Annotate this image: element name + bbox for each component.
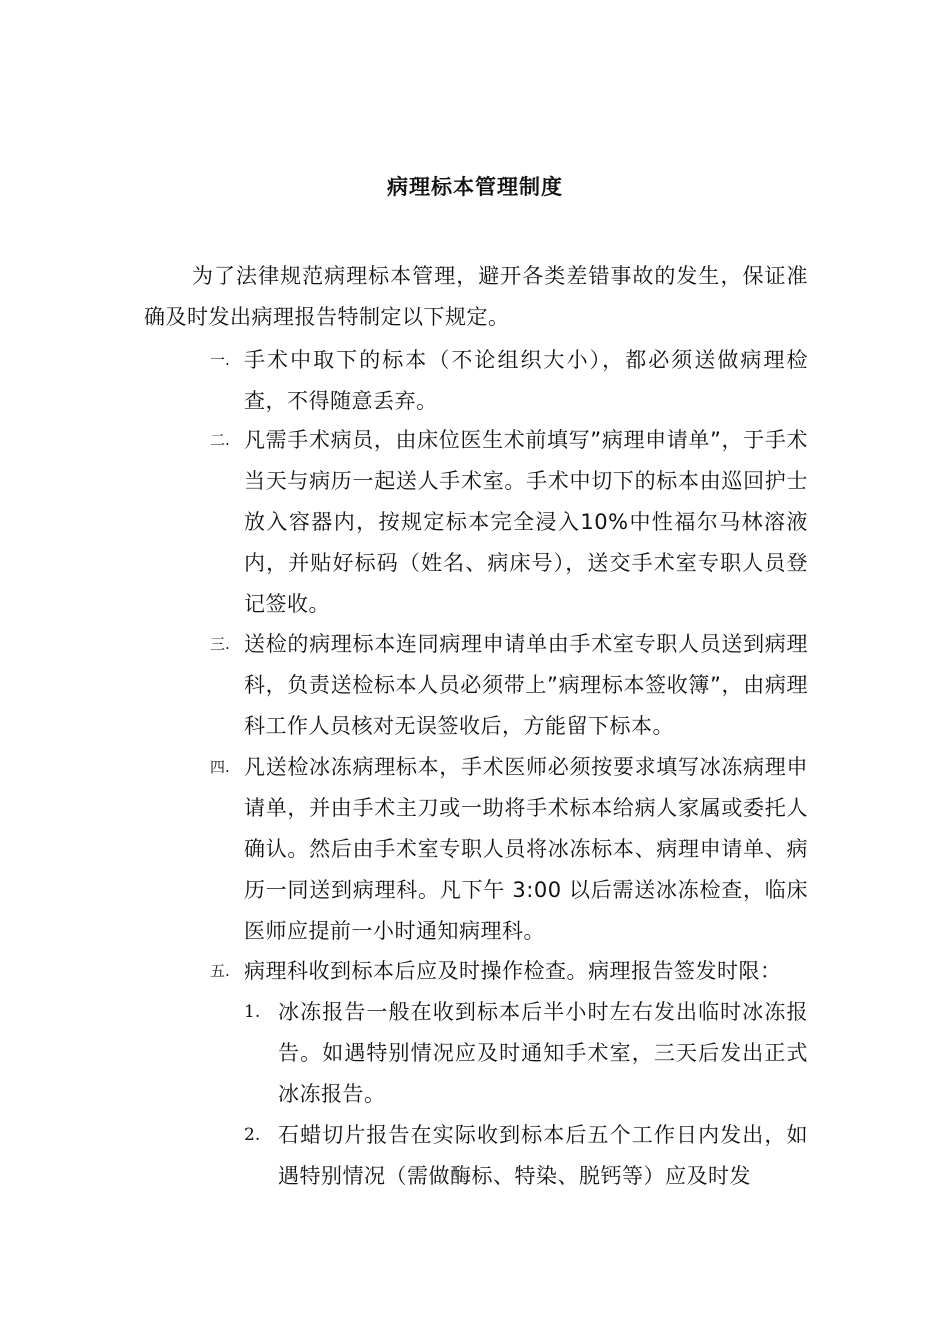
rule-item-5 <box>210 951 808 992</box>
document-title: 病理标本管理制度 <box>387 175 563 199</box>
sub-item-number: 1. <box>244 1002 261 1022</box>
rule-text: 送检的病理标本连同病理申请单由手术室专职人员送到病理科，负责送检标本人员必须带上”病理标本签收簿”，由病理科工作人员核对无误签收后，方能留下标本。 <box>244 632 808 738</box>
rule-item-1 <box>210 340 808 422</box>
rule-item-2 <box>210 420 808 625</box>
sub-item-text: 冰冻报告一般在收到标本后半小时左右发出临时冰冻报告。如遇特别情况应及时通知手术室，三天后发出正式冰冻报告。 <box>278 1000 808 1106</box>
sub-item-text: 石蜡切片报告在实际收到标本后五个工作日内发出，如遇特别情况（需做酶标、特染、脱钙等）应及时发 <box>278 1123 808 1188</box>
rule-text: 病理科收到标本后应及时操作检查。病理报告签发时限： <box>244 959 782 983</box>
rule-item-3 <box>210 624 808 747</box>
rule-number: 二. <box>210 431 230 449</box>
rule-text: 手术中取下的标本（不论组织大小），都必须送做病理检查，不得随意丢弃。 <box>244 348 808 413</box>
sub-item-number: 2. <box>244 1125 261 1145</box>
rule-text: 凡需手术病员，由床位医生术前填写”病理申请单”，于手术当天与病历一起送人手术室。手术中切下的标本由巡回护士放入容器内，按规定标本完全浸入10%中性福尔马林溶液内，并贴好标码（姓名、病床号），送交手术室专职人员登记签收。 <box>244 428 808 616</box>
rule-number: 三. <box>210 635 230 653</box>
sub-item-2 <box>244 1115 808 1197</box>
rule-number: 一. <box>210 351 230 369</box>
intro-paragraph: 为了法律规范病理标本管理，避开各类差错事故的发生，保证准确及时发出病理报告特制定以下规定。 <box>144 264 808 329</box>
rule-number: 五. <box>210 962 230 980</box>
rule-number: 四. <box>210 758 230 776</box>
rule-item-4 <box>210 747 808 952</box>
rule-text: 凡送检冰冻病理标本，手术医师必须按要求填写冰冻病理申请单，并由手术主刀或一助将手术标本给病人家属或委托人确认。然后由手术室专职人员将冰冻标本、病理申请单、病历一同送到病理科。凡下午 3:00 以后需送冰冻检查，临床医师应提前一小时通知病理科。 <box>244 755 808 943</box>
sub-item-1 <box>244 992 808 1115</box>
